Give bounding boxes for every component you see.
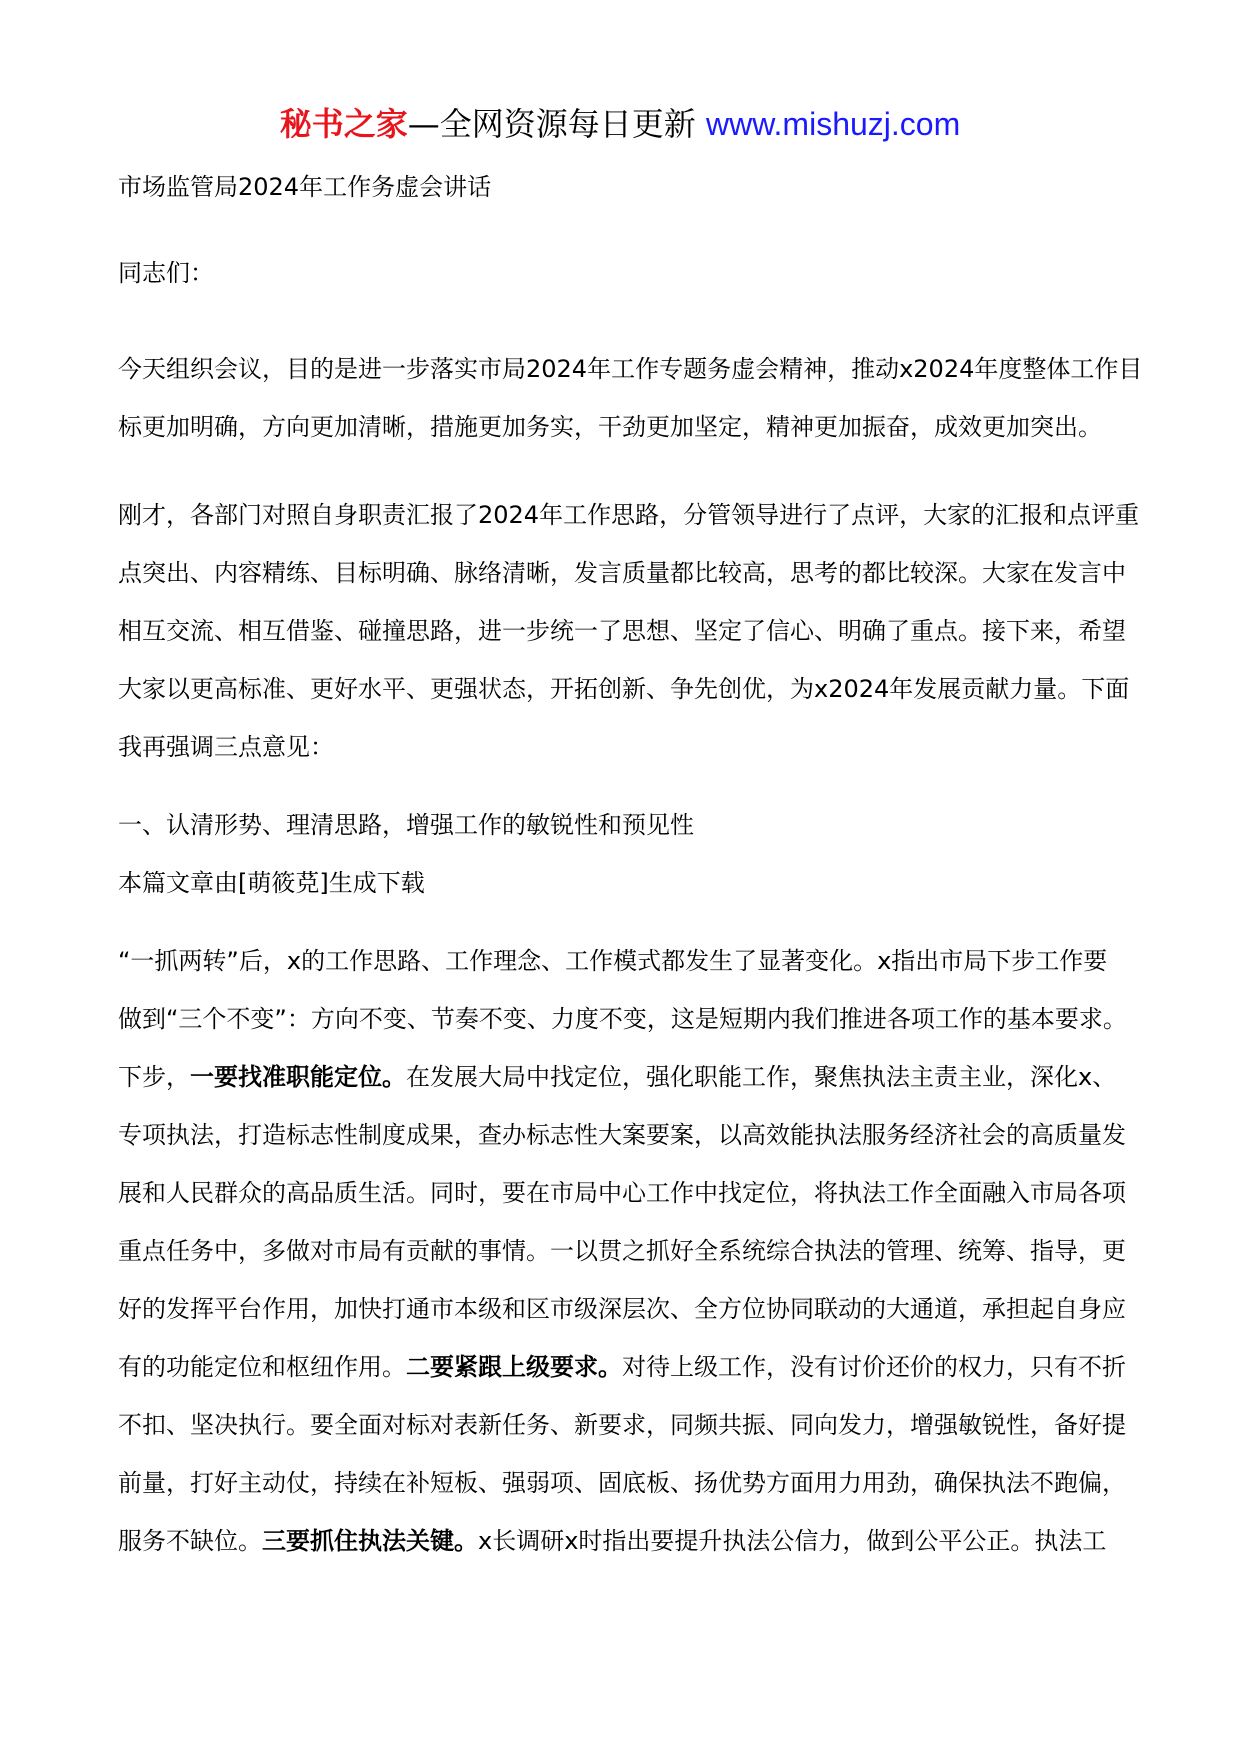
- paragraph-line: 做到“三个不变”：方向不变、节奏不变、力度不变，这是短期内我们推进各项工作的基本要求。: [118, 1005, 1127, 1033]
- paragraph-line: 好的发挥平台作用，加快打通市本级和区市级深层次、全方位协同联动的大通道，承担起自身应: [118, 1295, 1126, 1323]
- text-run: 在发展大局中找定位，强化职能工作，聚焦执法主责主业，深化x、: [406, 1063, 1117, 1091]
- paragraph-line: 前量，打好主动仗，持续在补短板、强弱项、固底板、扬优势方面用力用劲，确保执法不跑偏，: [118, 1469, 1126, 1497]
- paragraph-line: 刚才，各部门对照自身职责汇报了2024年工作思路，分管领导进行了点评，大家的汇报和点评重: [118, 501, 1140, 529]
- banner-brand: 秘书之家: [279, 105, 408, 143]
- emphasis-point-2: 二要紧跟上级要求。: [406, 1353, 622, 1381]
- text-run: x长调研x时指出要提升执法公信力，做到公平公正。执法工: [478, 1527, 1107, 1555]
- section-heading-1: 一、认清形势、理清思路，增强工作的敏锐性和预见性: [118, 811, 694, 839]
- text-run: 服务不缺位。: [118, 1527, 262, 1555]
- paragraph-line: 专项执法，打造标志性制度成果，查办标志性大案要案，以高效能执法服务经济社会的高质量发: [118, 1121, 1126, 1149]
- text-run: 下步，: [118, 1063, 190, 1091]
- paragraph-line: 展和人民群众的高品质生活。同时，要在市局中心工作中找定位，将执法工作全面融入市局各项: [118, 1179, 1126, 1207]
- paragraph-line: 相互交流、相互借鉴、碰撞思路，进一步统一了思想、坚定了信心、明确了重点。接下来，希望: [118, 617, 1126, 645]
- paragraph-1: [118, 340, 1178, 456]
- document-body: [118, 168, 1178, 1570]
- paragraph-line: [118, 1338, 1178, 1396]
- paragraph-line: 标更加明确，方向更加清晰，措施更加务实，干劲更加坚定，精神更加振奋，成效更加突出。: [118, 413, 1102, 441]
- emphasis-point-3: 三要抓住执法关键。: [262, 1527, 478, 1555]
- salutation: 同志们：: [118, 259, 214, 287]
- paragraph-3: [118, 932, 1178, 1570]
- text-run: 有的功能定位和枢纽作用。: [118, 1353, 406, 1381]
- paragraph-line: 点突出、内容精练、目标明确、脉络清晰，发言质量都比较高，思考的都比较深。大家在发言中: [118, 559, 1126, 587]
- paragraph-line: 大家以更高标准、更好水平、更强状态，开拓创新、争先创优，为x2024年发展贡献力量。下面: [118, 675, 1130, 703]
- paragraph-line: “一抓两转”后，x的工作思路、工作理念、工作模式都发生了显著变化。x指出市局下步工作要: [118, 947, 1108, 975]
- paragraph-line: 我再强调三点意见：: [118, 733, 334, 761]
- banner-url-link[interactable]: www.mishuzj.com: [705, 106, 961, 142]
- paragraph-2: [118, 486, 1178, 776]
- emphasis-point-1: 一要找准职能定位。: [190, 1063, 406, 1091]
- site-banner: [0, 100, 1240, 148]
- text-run: 对待上级工作，没有讨价还价的权力，只有不折: [622, 1353, 1126, 1381]
- source-note: 本篇文章由[萌筱莌]生成下载: [118, 869, 425, 897]
- paragraph-line: [118, 1048, 1178, 1106]
- paragraph-line: 今天组织会议，目的是进一步落实市局2024年工作专题务虚会精神，推动x2024年度整体工作目: [118, 355, 1143, 383]
- banner-slogan: —全网资源每日更新: [407, 105, 696, 143]
- paragraph-line: 不扣、坚决执行。要全面对标对表新任务、新要求，同频共振、同向发力，增强敏锐性，备好提: [118, 1411, 1126, 1439]
- paragraph-line: 重点任务中，多做对市局有贡献的事情。一以贯之抓好全系统综合执法的管理、统筹、指导，更: [118, 1237, 1126, 1265]
- paragraph-line: [118, 1512, 1178, 1570]
- document-title: 市场监管局2024年工作务虚会讲话: [118, 173, 492, 201]
